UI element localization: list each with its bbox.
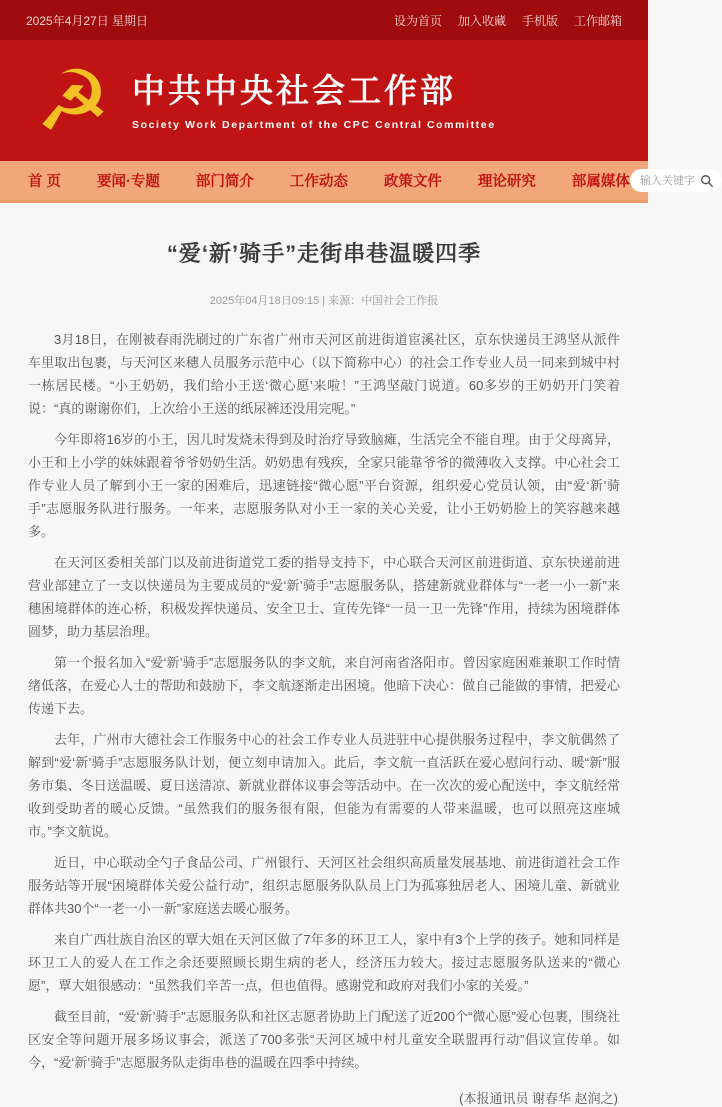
article-paragraph: 截至目前，“爱‘新’骑手”志愿服务队和社区志愿者协助上门配送了近200个“微心愿”爱心包裹，围绕社区安全等问题开展多场议事会，派送了700多张“天河区城中村儿童安全联盟再行动”倡议宣传单。如今，“爱‘新’骑手”志愿服务队走街串巷的温暖在四季中持续。 [28, 1009, 620, 1070]
article-container [0, 203, 648, 1107]
article-paragraph: 近日，中心联动全勺子食品公司、广州银行、天河区社会组织高质量发展基地、前进街道社会工作服务站等开展“困境群体关爱公益行动”，组织志愿服务队队员上门为孤寡独居老人、困境儿童、新就业群体共30个“一老一小一新”家庭送去暖心服务。 [28, 855, 620, 916]
nav-item-news-topics[interactable]: 要闻·专题 [97, 174, 160, 190]
site-header [0, 40, 648, 161]
mobile-version-link[interactable]: 手机版 [521, 13, 558, 28]
article-paragraph: 第一个报名加入“爱‘新’骑手”志愿服务队的李文航，来自河南省洛阳市。曾因家庭困难兼职工作时情绪低落，在爱心人士的帮助和鼓励下，李文航逐渐走出困境。他暗下决心：做自己能做的事情，把爱心传递下去。 [28, 655, 620, 716]
nav-item-department-intro[interactable]: 部门简介 [195, 174, 254, 190]
set-homepage-link[interactable]: 设为首页 [393, 13, 442, 28]
current-date: 2025年4月27日 星期日 [26, 13, 149, 28]
site-title: 中共中央社会工作部 [132, 71, 456, 109]
nav-item-affiliated-media[interactable]: 部属媒体 [571, 174, 630, 190]
article-paragraph: 今年即将16岁的小王，因儿时发烧未得到及时治疗导致脑瘫，生活完全不能自理。由于父母离异，小王和上小学的妹妹跟着爷爷奶奶生活。奶奶患有残疾，全家只能靠爷爷的微薄收入支撑。中心社会工作专业人员了解到小王一家的困难后，迅速链接“微心愿”平台资源，组织爱心党员认领，由“爱‘新’骑手”志愿服务队进行服务。一年来，志愿服务队对小王一家的关心关爱，让小王奶奶脸上的笑容越来越多。 [28, 432, 620, 539]
main-nav [0, 161, 648, 203]
nav-items [28, 170, 630, 191]
add-favorite-link[interactable]: 加入收藏 [457, 13, 506, 28]
top-bar-links [394, 12, 622, 29]
search-icon[interactable] [700, 174, 714, 188]
article-meta: 2025年04月18日09:15 | 来源：中国社会工作报 [209, 295, 439, 307]
article-paragraph: 去年，广州市大德社会工作服务中心的社会工作专业人员进驻中心提供服务过程中，李文航偶然了解到“爱‘新’骑手”志愿服务队计划，便立刻申请加入。此后，李文航一直活跃在爱心慰问行动、暖“新”服务市集、冬日送温暖、夏日送清凉、新就业群体议事会等活动中。在一次次的爱心配送中，李文航经常收到受助者的暖心反馈。“虽然我们的服务很有限，但能为有需要的人带来温暖，也可以照亮这座城市。”李文航说。 [28, 732, 620, 839]
top-bar [0, 0, 648, 40]
search-box [630, 169, 722, 192]
site-title-english: Society Work Department of the CPC Central Committee [132, 118, 496, 131]
nav-item-policy-documents[interactable]: 政策文件 [383, 174, 442, 190]
article-paragraph: 来自广西壮族自治区的覃大姐在天河区做了7年多的环卫工人，家中有3个上学的孩子。她和同样是环卫工人的爱人在工作之余还要照顾长期生病的老人，经济压力较大。接过志愿服务队送来的“微心愿”，覃大姐很感动：“虽然我们辛苦一点，但也值得。感谢党和政府对我们小家的关爱。” [28, 932, 620, 993]
nav-item-theory-research[interactable]: 理论研究 [477, 174, 536, 190]
nav-item-work-updates[interactable]: 工作动态 [289, 174, 348, 190]
article-byline: (本报通讯员 谢春华 赵润之) [459, 1091, 618, 1106]
search-input[interactable] [640, 175, 700, 187]
article-body [28, 328, 620, 1074]
article-paragraph: 3月18日，在刚被春雨洗刷过的广东省广州市天河区前进街道宦溪社区，京东快递员王鸿坚从派件车里取出包裹，与天河区来穗人员服务示范中心（以下简称中心）的社会工作专业人员一同来到城中村一栋居民楼。“小王奶奶，我们给小王送‘微心愿’来啦！”王鸿坚敲门说道。60多岁的王奶奶开门笑着说：“真的谢谢你们，上次给小王送的纸尿裤还没用完呢。” [28, 332, 620, 416]
party-emblem-icon: ☭ [35, 51, 111, 150]
site-title-block [132, 71, 496, 131]
nav-item-home[interactable]: 首 页 [28, 174, 62, 190]
article-title: “爱‘新’骑手”走街串巷温暖四季 [166, 241, 482, 266]
work-mailbox-link[interactable]: 工作邮箱 [573, 13, 622, 28]
article-paragraph: 在天河区委相关部门以及前进街道党工委的指导支持下，中心联合天河区前进街道、京东快递前进营业部建立了一支以快递员为主要成员的“爱‘新’骑手”志愿服务队，搭建新就业群体与“一老一小一新”来穗困境群体的连心桥，积极发挥快递员、安全卫士、宣传先锋“一员一卫一先锋”作用，持续为困境群体圆梦，助力基层治理。 [28, 555, 620, 639]
